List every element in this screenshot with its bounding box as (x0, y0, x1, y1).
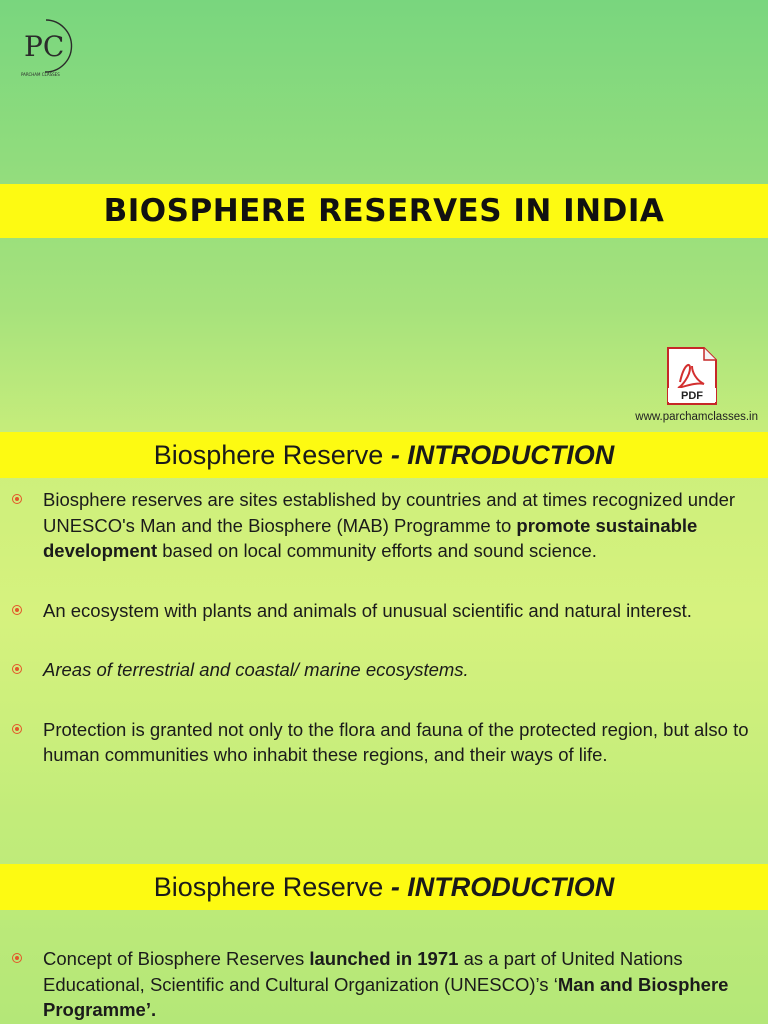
section-header-introduction-2 (0, 864, 768, 910)
bullet-text: Concept of Biosphere Reserves (43, 948, 310, 969)
list-item (0, 598, 768, 624)
bullet-bold-text: promote sustainable development (43, 514, 698, 561)
pdf-icon[interactable] (666, 346, 718, 406)
section-header-emphasis: - INTRODUCTION (390, 871, 615, 902)
section-header-emphasis: - INTRODUCTION (390, 439, 615, 470)
bullet-bold-text: launched in 1971 (309, 948, 459, 969)
bullet-text: Protection is granted not only to the flora and fauna of the protected region, but also to human communities who inhabit these regions, and their ways of life. (43, 718, 749, 765)
bullet-bold-text: Man and Biosphere Programme’. (43, 973, 729, 1020)
list-item (0, 717, 768, 768)
section-header-prefix: Biosphere Reserve (153, 871, 391, 902)
bullet-icon (12, 605, 22, 615)
pdf-icon-label: PDF (681, 390, 703, 402)
title-banner (0, 184, 768, 238)
logo-text: PC (24, 30, 65, 63)
bullet-text: An ecosystem with plants and animals of unusual scientific and natural interest. (43, 599, 692, 621)
bullet-italic-text: Areas of terrestrial and coastal/ marine ecosystems. (43, 659, 469, 680)
section-header-prefix: Biosphere Reserve (153, 439, 391, 470)
bullet-icon (12, 953, 22, 963)
intro-bullet-list-1 (0, 487, 768, 768)
brand-logo (16, 14, 76, 84)
bullet-icon (12, 494, 22, 504)
list-item (0, 657, 768, 683)
section-header-introduction-1 (0, 432, 768, 478)
bullet-icon (12, 664, 22, 674)
list-item (0, 946, 768, 1023)
bullet-text: as a part of United Nations Educational, Scientific and Cultural Organization (UNESCO)’s ‘ (43, 948, 683, 995)
bullet-icon (12, 724, 22, 734)
bullet-text: Biosphere reserves are sites established by countries and at times recognized under UNESCO's Man and the Biosphere (MAB) Programme to (43, 489, 736, 536)
page-title: BIOSPHERE RESERVES IN INDIA (103, 193, 665, 229)
logo-caption: PARCHAM CLASSES (21, 72, 60, 77)
intro-bullet-list-2 (0, 946, 768, 1023)
list-item (0, 487, 768, 564)
bullet-text: based on local community efforts and sound science. (157, 540, 597, 561)
site-url[interactable]: www.parchamclasses.in (635, 411, 758, 423)
